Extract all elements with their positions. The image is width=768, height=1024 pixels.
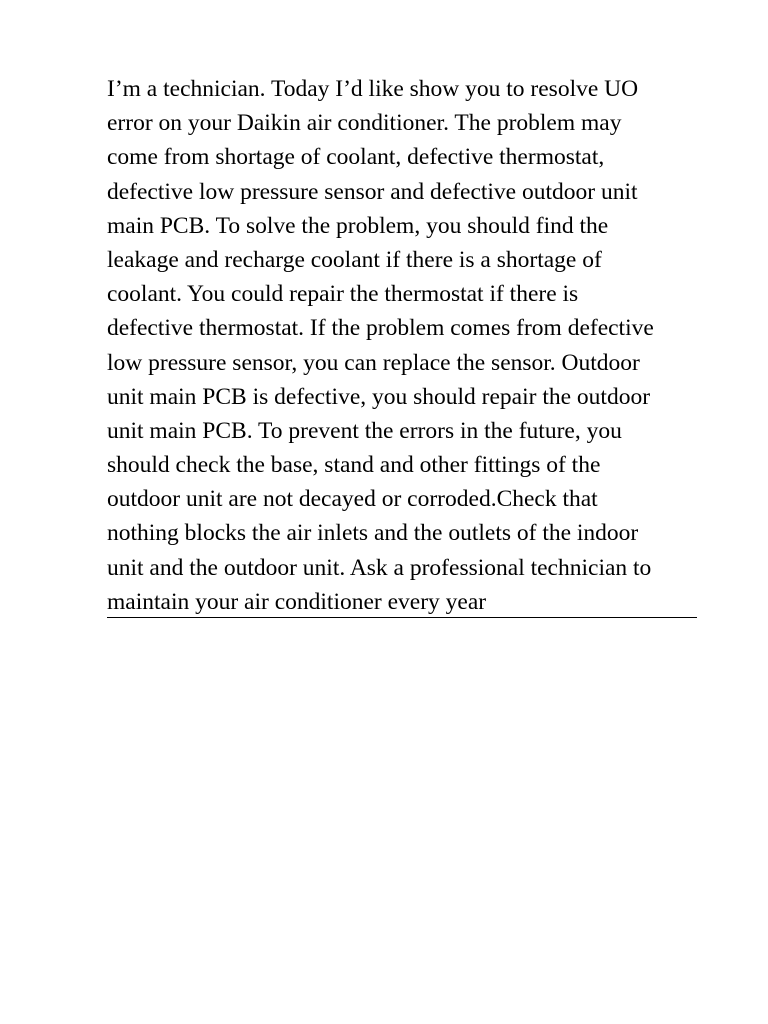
- bottom-rule: [107, 617, 697, 618]
- paragraph-line: defective low pressure sensor and defective outdoor unit: [107, 178, 638, 205]
- paragraph-line: error on your Daikin air conditioner. The problem may: [107, 110, 622, 137]
- paragraph-line: should check the base, stand and other fittings of the: [107, 452, 601, 479]
- paragraph-line: outdoor unit are not decayed or corroded.Check that: [107, 486, 598, 513]
- paragraph-line: nothing blocks the air inlets and the outlets of the indoor: [107, 520, 639, 547]
- paragraph-line: I’m a technician. Today I’d like show you to resolve UO: [107, 76, 639, 102]
- paragraph-line: unit main PCB. To prevent the errors in the future, you: [107, 417, 622, 444]
- paragraph-line: unit main PCB is defective, you should repair the outdoor: [107, 383, 651, 410]
- paragraph-line: leakage and recharge coolant if there is a shortage of: [107, 246, 602, 273]
- paragraph-line: come from shortage of coolant, defective thermostat,: [107, 144, 605, 171]
- paragraph-line: maintain your air conditioner every year: [107, 588, 487, 615]
- paragraph-line: unit and the outdoor unit. Ask a professional technician to: [107, 554, 652, 581]
- paragraph-line: low pressure sensor, you can replace the sensor. Outdoor: [107, 349, 640, 376]
- paragraph-line: coolant. You could repair the thermostat if there is: [107, 281, 579, 308]
- paragraph-line: defective thermostat. If the problem comes from defective: [107, 315, 654, 342]
- body-paragraph: [107, 72, 707, 619]
- paragraph-line: main PCB. To solve the problem, you should find the: [107, 212, 609, 239]
